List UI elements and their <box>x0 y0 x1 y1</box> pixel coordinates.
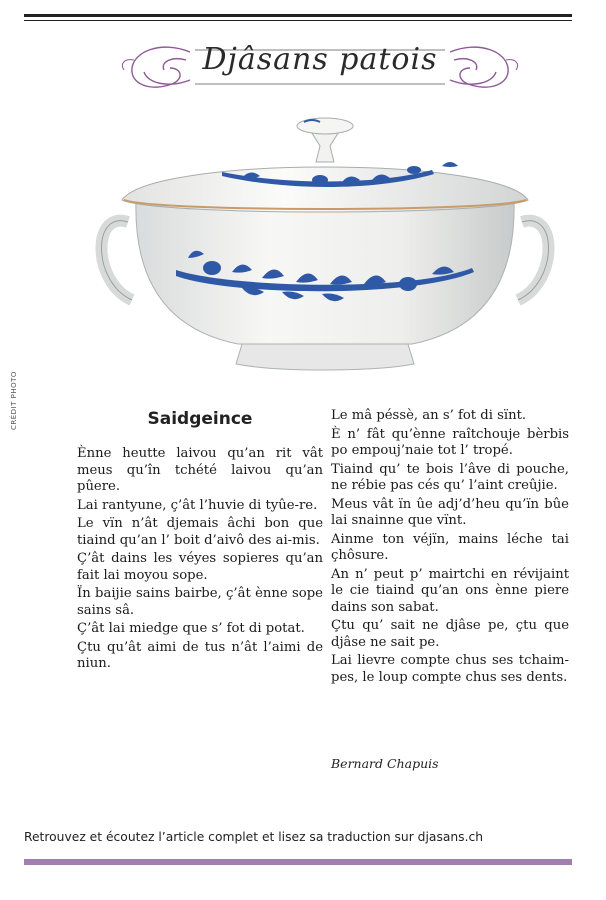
top-rule <box>24 14 572 17</box>
proverb: Çtu qu’ sait ne djâse pe, çtu que djâse ne sait pe. <box>331 618 569 650</box>
author-signature: Bernard Chapuis <box>331 756 439 771</box>
proverb: Ç’ât lai miedge que s’ fot di potat. <box>77 621 305 636</box>
proverb: Meus vât ïn ûe adj’d’heu qu’ïn bûe lai snainne que vïnt. <box>331 496 569 528</box>
article-column-right <box>331 408 569 688</box>
proverb: È n’ fât qu’ènne raîtchouje bèrbis po empouj’naie tot l’ tropé. <box>331 426 569 458</box>
footer-link-text[interactable]: Retrouvez et écoutez l’article complet et lisez sa traduction sur djasans.ch <box>24 830 484 844</box>
proverb: Le vïn n’ât djemais âchi bon que tiaind qu’an l’ boit d’aivô des ai-mis. <box>77 516 323 548</box>
proverb: Le mâ péssè, an s’ fot di sïnt. <box>331 408 527 423</box>
soup-tureen-image <box>92 100 558 372</box>
proverb: Ènne heutte laivou qu’an rit vât meus qu’în tchété laivou qu’an pûere. <box>77 446 323 494</box>
article-column-left <box>77 446 323 675</box>
photo-credit: CRÉDIT PHOTO <box>10 371 18 430</box>
masthead <box>120 34 520 98</box>
masthead-title: Djâsans patois <box>202 42 438 77</box>
proverb: Ç’ât dains les véyes sopieres qu’an fait lai moyou sope. <box>77 551 323 583</box>
article-title: Saidgeince <box>147 409 253 429</box>
proverb: Tiaind qu’ te bois l’âve di pouche, ne rébie pas cés qu’ l’aint creûjie. <box>331 461 569 493</box>
footer-bar <box>24 859 572 865</box>
proverb: Çtu qu’ât aimi de tus n’ât l’aimi de niun. <box>77 639 323 671</box>
top-rule-thin <box>24 20 572 21</box>
proverb: Ainme ton véjïn, mains léche tai çhôsure. <box>331 531 569 563</box>
proverb: An n’ peut p’ mairtchi en révijaint le cie tiaind qu’an ons ènne piere dains son sabat. <box>331 566 569 615</box>
proverb: Lai rantyune, ç’ât l’huvie di tyûe-re. <box>77 497 318 513</box>
proverb: Lai lievre compte chus ses tchaim-pes, le loup compte chus ses dents. <box>331 653 569 685</box>
proverb: Ïn baijie sains bairbe, ç’ât ènne sope sains sâ. <box>77 586 323 618</box>
